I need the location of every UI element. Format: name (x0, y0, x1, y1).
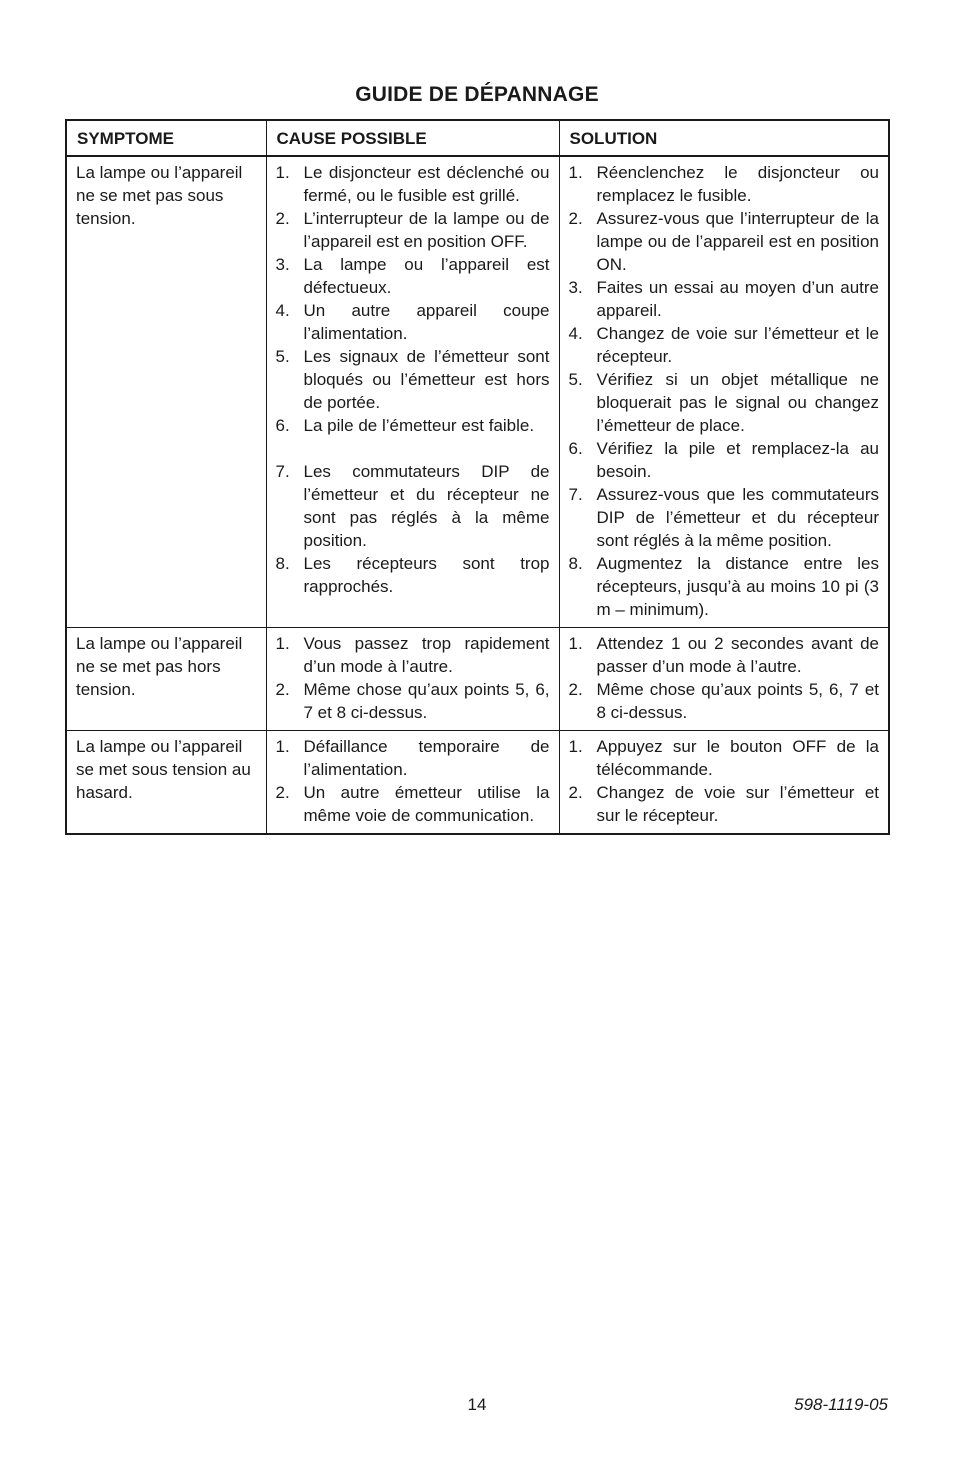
cause-cell (266, 628, 559, 731)
solution-cell (559, 156, 889, 628)
cause-cell (266, 156, 559, 628)
list-item: 4. Changez de voie sur l’émetteur et le récepteur. (568, 324, 879, 366)
solution-list (569, 632, 880, 724)
list-item: 5. Les signaux de l’émetteur sont bloqués ou l’émetteur est hors de portée. (275, 347, 550, 412)
page-title: GUIDE DE DÉPANNAGE (355, 83, 599, 106)
cause-list (276, 632, 550, 724)
page-number: 14 (467, 1395, 487, 1414)
symptom-cell: La lampe ou l’appareil se met sous tension au hasard. (66, 731, 266, 835)
cause-cell (266, 731, 559, 835)
table-row (66, 156, 889, 628)
column-header-solution: SOLUTION (559, 120, 889, 156)
list-item: 1. Appuyez sur le bouton OFF de la télécommande. (568, 737, 879, 779)
list-item: 5. Vérifiez si un objet métallique ne bloquerait pas le signal ou changez l’émetteur de place. (568, 370, 879, 435)
solution-list (569, 161, 880, 621)
list-item: 4. Un autre appareil coupe l’alimentation. (275, 301, 550, 343)
list-item: 1. Vous passez trop rapidement d’un mode à l’autre. (275, 634, 550, 676)
table-row (66, 628, 889, 731)
column-header-symptom: SYMPTOME (66, 120, 266, 156)
list-item: 7. Assurez-vous que les commutateurs DIP de l’émetteur et du récepteur sont réglés à la même position. (568, 485, 879, 550)
list-item: 3. La lampe ou l’appareil est défectueux. (275, 255, 550, 297)
list-item: 1. Attendez 1 ou 2 secondes avant de passer d’un mode à l’autre. (568, 634, 879, 676)
list-item: 2. Même chose qu’aux points 5, 6, 7 et 8 ci-dessus. (275, 680, 550, 722)
list-item: 6. La pile de l’émetteur est faible. (275, 416, 535, 435)
document-code: 598-1119-05 (794, 1395, 888, 1414)
list-item: 3. Faites un essai au moyen d’un autre appareil. (568, 278, 879, 320)
list-item: 8. Les récepteurs sont trop rapprochés. (275, 554, 550, 596)
cause-list (276, 735, 550, 827)
solution-list (569, 735, 880, 827)
solution-cell (559, 628, 889, 731)
cause-list (276, 161, 550, 598)
table-row (66, 731, 889, 835)
list-item: 1. Réenclenchez le disjoncteur ou remplacez le fusible. (568, 163, 879, 205)
symptom-cell: La lampe ou l’appareil ne se met pas hors tension. (66, 628, 266, 731)
list-item: 6. Vérifiez la pile et remplacez-la au besoin. (568, 439, 879, 481)
list-item: 1. Le disjoncteur est déclenché ou fermé, ou le fusible est grillé. (275, 163, 550, 205)
list-item: 2. Assurez-vous que l’interrupteur de la lampe ou de l’appareil est en position ON. (568, 209, 879, 274)
solution-cell (559, 731, 889, 835)
list-item: 7. Les commutateurs DIP de l’émetteur et du récepteur ne sont pas réglés à la même position. (275, 462, 550, 550)
symptom-cell: La lampe ou l’appareil ne se met pas sous tension. (66, 156, 266, 628)
column-header-cause: CAUSE POSSIBLE (266, 120, 559, 156)
list-item: 8. Augmentez la distance entre les récepteurs, jusqu’à au moins 10 pi (3 m – minimum). (568, 554, 879, 619)
list-item: 2. Un autre émetteur utilise la même voie de communication. (275, 783, 550, 825)
list-item: 1. Défaillance temporaire de l’alimentation. (275, 737, 550, 779)
list-item: 2. L’interrupteur de la lampe ou de l’appareil est en position OFF. (275, 209, 550, 251)
table-header-row (66, 120, 889, 156)
troubleshooting-table (65, 119, 890, 835)
list-item: 2. Changez de voie sur l’émetteur et sur le récepteur. (568, 783, 879, 825)
list-item: 2. Même chose qu’aux points 5, 6, 7 et 8 ci-dessus. (568, 680, 879, 722)
